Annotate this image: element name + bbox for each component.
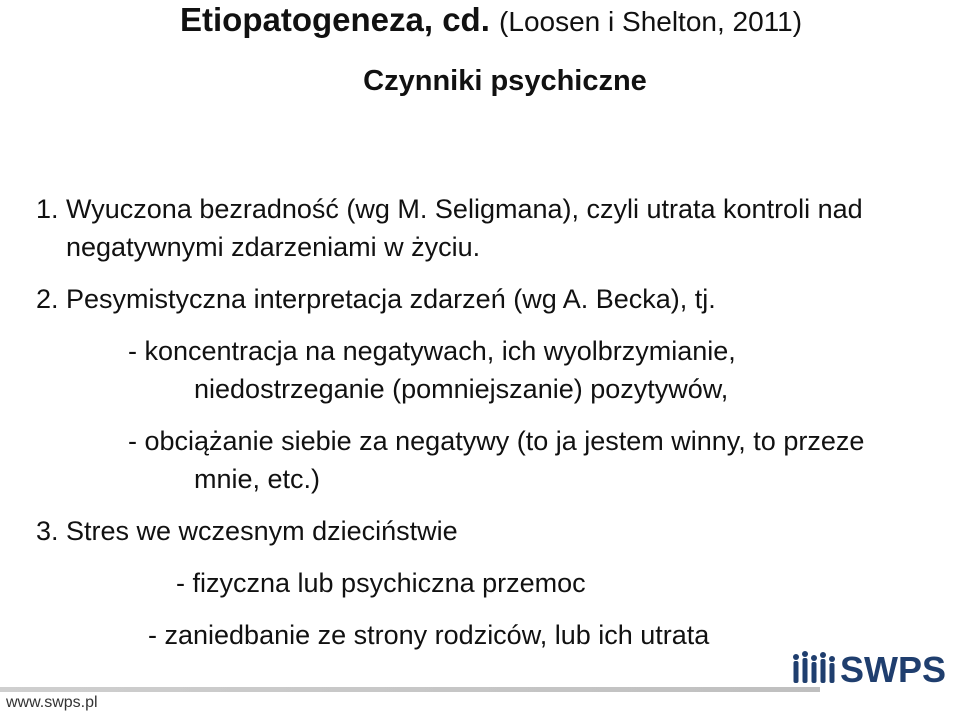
swps-logo-graphic [790,648,950,686]
item-2: 2. Pesymistyczna interpretacja zdarzeń (wg A. Becka), tj. [36,284,716,314]
swps-logo [790,648,950,686]
people-silhouettes-icon [793,651,835,683]
item-1-line-1: 1. Wyuczona bezradność (wg M. Seligmana), czyli utrata kontroli nad [36,194,863,224]
item-3: 3. Stres we wczesnym dzieciństwie [36,516,458,546]
item-3-sub-2: - zaniedbanie ze strony rodziców, lub ich utrata [148,620,710,650]
item-2-sub-1-line-2: niedostrzeganie (pomniejszanie) pozytywów, [194,374,729,404]
title-source: (Loosen i Shelton, 2011) [499,6,803,37]
item-3-sub-1: - fizyczna lub psychiczna przemoc [176,568,586,598]
slide-subtitle: Czynniki psychiczne [363,65,647,97]
item-2-sub-2-line-2: mnie, etc.) [194,464,321,494]
footer-url: www.swps.pl [6,694,98,711]
item-1-line-2: negatywnymi zdarzeniami w życiu. [66,232,481,262]
slide-title [180,0,802,42]
title-main: Etiopatogeneza, cd. [180,1,490,38]
logo-text: SWPS [840,649,947,686]
item-2-sub-2-line-1: - obciążanie siebie za negatywy (to ja jestem winny, to przeze [128,426,865,456]
item-2-sub-1-line-1: - koncentracja na negatywach, ich wyolbrzymianie, [128,336,736,366]
footer-divider [0,687,820,692]
